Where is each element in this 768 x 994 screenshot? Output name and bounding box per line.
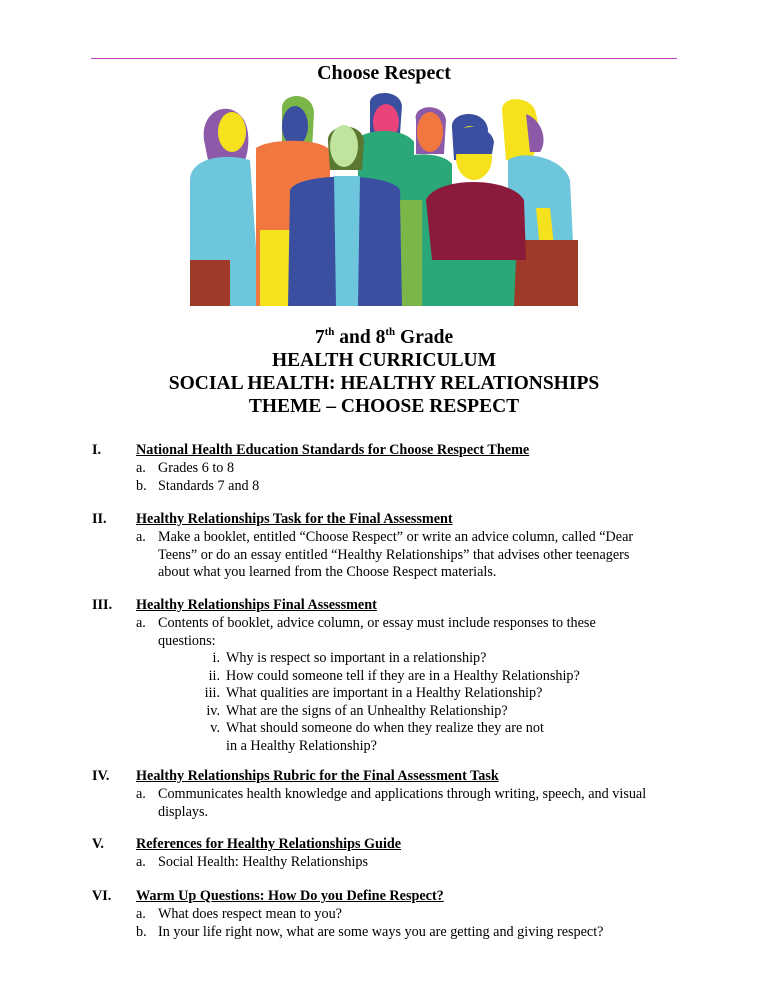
section-title: Healthy Relationships Rubric for the Final Assessment Task [136, 768, 499, 784]
list-item: a. Make a booklet, entitled “Choose Respect” or write an advice column, called “Dear Teens” or do an essay entitled “Healthy Relationships” that advises other teenagers about what you learned from the Choose Respect materials. [136, 529, 634, 580]
section-title: Healthy Relationships Task for the Final Assessment [136, 511, 453, 527]
curriculum-subtitle: SOCIAL HEALTH: HEALTHY RELATIONSHIPS [168, 373, 600, 394]
section-title: Healthy Relationships Final Assessment [136, 597, 377, 613]
question-item: v. What should someone do when they realize they are not in a Healthy Relationship? [210, 720, 544, 754]
section-title: National Health Education Standards for Choose Respect Theme [136, 442, 530, 458]
list-item: a. Social Health: Healthy Relationships [136, 854, 369, 870]
curriculum-heading [0, 326, 768, 418]
question-item: i. Why is respect so important in a relationship? [212, 650, 487, 666]
theme-title: THEME – CHOOSE RESPECT [248, 396, 520, 417]
list-item: b. Standards 7 and 8 [136, 477, 260, 494]
question-item: iii. What qualities are important in a Healthy Relationship? [204, 685, 543, 701]
document-title: Choose Respect [317, 62, 451, 84]
section-title: Warm Up Questions: How Do you Define Respect? [136, 888, 444, 904]
top-rule [91, 58, 677, 59]
question-item: ii. How could someone tell if they are in a Healthy Relationship? [208, 667, 580, 684]
list-item: a. Contents of booklet, advice column, or essay must include responses to these questions: [136, 615, 596, 649]
grade-line: 7th and 8th Grade [314, 326, 454, 348]
teens-group-illustration [190, 90, 578, 306]
list-item: a. What does respect mean to you? [136, 906, 342, 922]
curriculum-title: HEALTH CURRICULUM [271, 350, 497, 371]
list-item: a. Grades 6 to 8 [136, 460, 235, 476]
list-item: a. Communicates health knowledge and applications through writing, speech, and visual displays. [136, 786, 647, 820]
list-item: b. In your life right now, what are some ways you are getting and giving respect? [136, 923, 604, 940]
section-title: References for Healthy Relationships Guide [136, 836, 402, 852]
question-item: iv. What are the signs of an Unhealthy Relationship? [206, 702, 508, 719]
